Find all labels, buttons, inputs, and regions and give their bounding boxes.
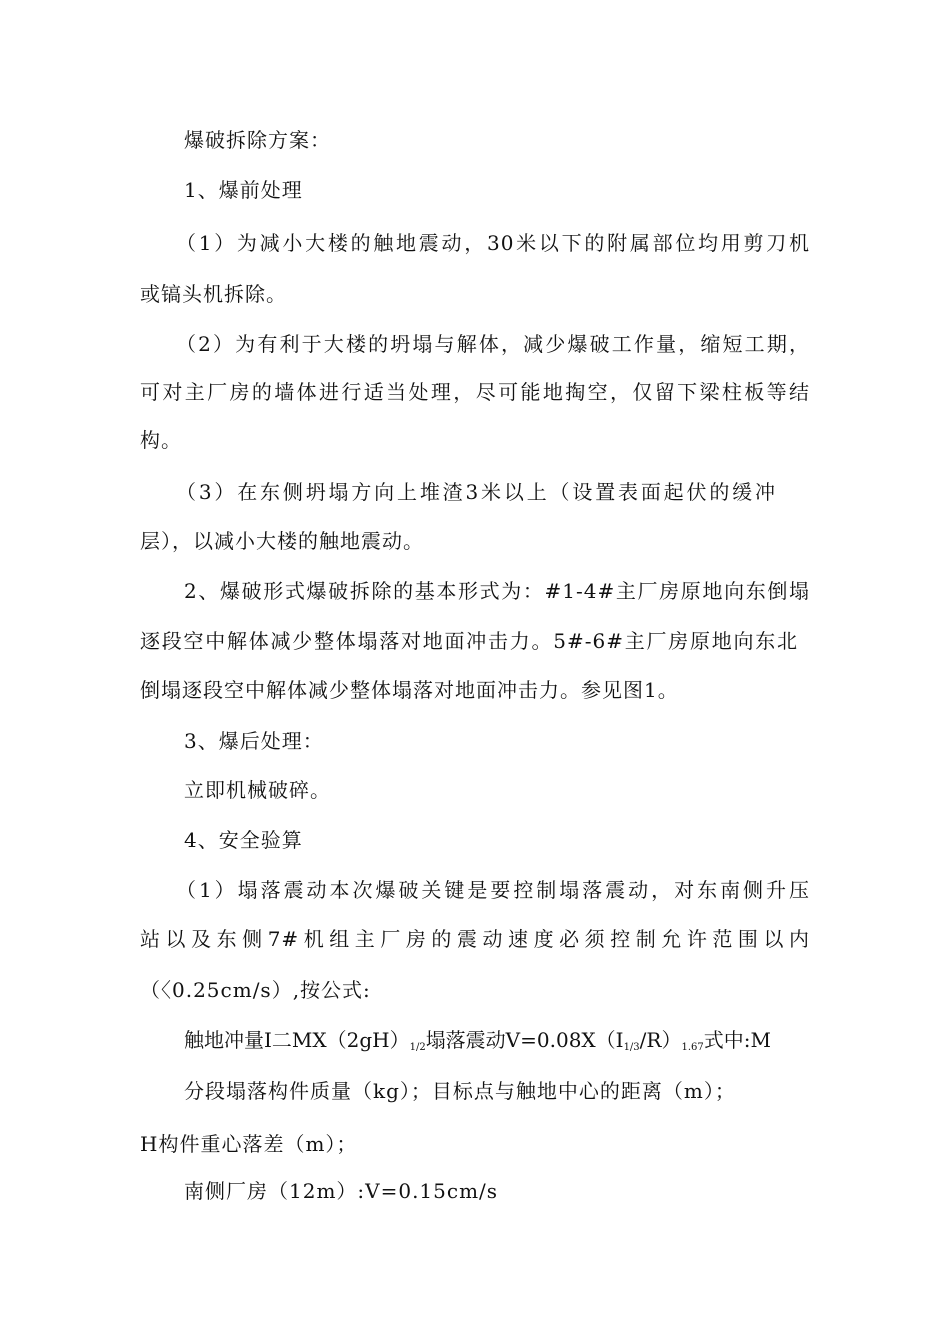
doc-heading: 爆破拆除方案： (184, 128, 331, 152)
section-2-line-3: 倒塌逐段空中解体减少整体塌落对地面冲击力。参见图1。 (140, 678, 679, 702)
para-4-line-2: 站以及东侧7#机组主厂房的震动速度必须控制允许范围以内 (140, 927, 810, 951)
para-3-line-2: 层），以减小大楼的触地震动。 (140, 529, 424, 553)
formula-sub-3: 1.67 (681, 1042, 704, 1053)
section-3-title: 3、爆后处理： (184, 729, 324, 753)
definition-line-2: H构件重心落差（m）； (140, 1132, 358, 1156)
para-2-line-3: 构。 (140, 428, 182, 452)
section-2-line-1: 2、爆破形式爆破拆除的基本形式为：#1-4#主厂房原地向东倒塌 (184, 579, 810, 603)
para-2-line-1: （2）为有利于大楼的坍塌与解体，减少爆破工作量，缩短工期， (176, 332, 810, 356)
para-1-line-1: （1）为减小大楼的触地震动，30米以下的附属部位均用剪刀机 (176, 231, 810, 255)
section-1-title: 1、爆前处理 (184, 178, 303, 202)
section-4-title: 4、安全验算 (184, 828, 303, 852)
section-3-body: 立即机械破碎。 (184, 778, 331, 802)
definition-line-1: 分段塌落构件质量（kg）；目标点与触地中心的距离（m）； (184, 1079, 736, 1103)
formula-line (184, 1026, 771, 1062)
formula-part-2: 塌落震动V=0.08X（I (425, 1028, 624, 1052)
para-3-line-1: （3）在东侧坍塌方向上堆渣3米以上（设置表面起伏的缓冲 (176, 480, 776, 504)
formula-sub-1: 1/2 (409, 1042, 426, 1053)
para-1-line-2: 或镐头机拆除。 (140, 282, 287, 306)
para-2-line-2: 可对主厂房的墙体进行适当处理，尽可能地掏空，仅留下梁柱板等结 (140, 380, 810, 404)
formula-part-1: 触地冲量I二MX（2gH） (184, 1028, 410, 1052)
formula-part-4: 式中:M (703, 1028, 771, 1052)
para-4-line-3: （〈0.25cm/s）,按公式: (140, 978, 371, 1002)
formula-sub-2: 1/3 (623, 1042, 640, 1053)
result-line: 南侧厂房（12m）:V=0.15cm/s (184, 1179, 499, 1203)
para-4-line-1: （1）塌落震动本次爆破关键是要控制塌落震动，对东南侧升压 (176, 878, 810, 902)
formula-part-3: /R） (639, 1028, 682, 1052)
section-2-line-2: 逐段空中解体减少整体塌落对地面冲击力。5#-6#主厂房原地向东北 (140, 629, 798, 653)
